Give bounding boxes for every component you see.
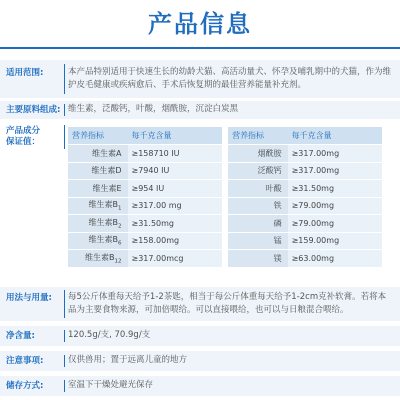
section-label: 主要原料组成: — [6, 105, 61, 115]
nutrient-name: 维生素E — [68, 180, 128, 198]
section-net — [0, 326, 400, 346]
section-scope — [0, 60, 400, 98]
nutrient-name: 磷 — [228, 215, 288, 233]
nutrient-value: ≥31.50mg — [288, 180, 382, 198]
section-text: 室温下干燥处避光保存 — [68, 380, 154, 390]
section-storage — [0, 376, 400, 396]
nutrient-value: ≥79.00mg — [288, 197, 382, 215]
label-divider — [64, 125, 65, 149]
nutrient-name: 叶酸 — [228, 180, 288, 198]
section-label: 适用范围: — [6, 68, 44, 78]
nutrient-value: ≥31.50mg — [128, 215, 222, 233]
nutrient-value: ≥159.00mg — [288, 232, 382, 250]
label-divider — [64, 355, 65, 367]
title-divider — [0, 47, 400, 49]
section-text: 维生素，泛酸钙，叶酸，烟酰胺，沉淀白炭黑 — [68, 104, 239, 114]
nutrient-table — [68, 127, 382, 268]
section-usage — [0, 287, 400, 321]
nutrient-name: 维生素$B_2$ — [68, 215, 128, 233]
table-row — [68, 232, 382, 250]
section-ingredients — [0, 101, 400, 119]
subscript: 1 — [118, 206, 122, 213]
nutrient-value: ≥7940 IU — [128, 162, 222, 180]
nutrient-value: ≥954 IU — [128, 180, 222, 198]
section-text: 仅供兽用；置于远离儿童的地方 — [68, 355, 188, 365]
table-row — [68, 197, 382, 215]
nutrient-name: 烟酰胺 — [228, 145, 288, 163]
nutrient-value: ≥63.00mg — [288, 250, 382, 268]
section-text: 本产品特别适用于快速生长的幼龄犬猫、高活动量犬、怀孕及哺乳期中的犬猫，作为维护皮毛健康或疾病愈后、手术后恢复期的最佳营养能量补充剂。 — [68, 67, 392, 90]
table-row — [68, 145, 382, 163]
table-row — [68, 180, 382, 198]
section-label: 净含量: — [6, 331, 35, 341]
nutrient-name: 维生素$B_{12}$ — [68, 250, 128, 268]
page-title: 产品信息 — [148, 10, 252, 38]
nutrient-name: 维生素$B_6$ — [68, 232, 128, 250]
nutrient-name: 维生素A — [68, 145, 128, 163]
subscript: 12 — [114, 258, 122, 265]
nutrient-value: ≥317.00mcg — [128, 250, 222, 268]
nutrient-name: 铁 — [228, 197, 288, 215]
nutrient-name: 维生素$B_1$ — [68, 197, 128, 215]
nutrient-value: ≥317.00mg — [288, 162, 382, 180]
section-label-line1: 产品成分 — [6, 126, 41, 136]
section-label: 注意事项: — [6, 356, 44, 366]
nutrient-value: ≥317.00mg — [288, 145, 382, 163]
nutrient-value: ≥158710 IU — [128, 145, 222, 163]
label-divider — [64, 290, 65, 318]
section-notice — [0, 351, 400, 371]
table-header: 每千克含量 — [128, 127, 222, 145]
table-header: 营养指标 — [68, 127, 128, 145]
subscript: 2 — [118, 223, 122, 230]
table-header: 营养指标 — [228, 127, 288, 145]
table-row — [68, 162, 382, 180]
label-divider — [64, 64, 65, 94]
section-label-line2: 保证值： — [6, 137, 41, 147]
nutrient-value: ≥79.00mg — [288, 215, 382, 233]
nutrient-name: 镁 — [228, 250, 288, 268]
table-row — [68, 215, 382, 233]
section-label: 储存方式: — [6, 381, 44, 391]
nutrient-value: ≥317.00 mg — [128, 197, 222, 215]
table-header: 每千克含量 — [288, 127, 382, 145]
label-divider — [64, 104, 65, 116]
subscript: 6 — [118, 241, 122, 248]
section-text: 120.5g/支, 70.9g/支 — [68, 330, 151, 340]
nutrient-value: ≥158.00mg — [128, 232, 222, 250]
nutrient-name: 锰 — [228, 232, 288, 250]
nutrient-name: 维生素D — [68, 162, 128, 180]
table-row — [68, 250, 382, 268]
label-divider — [64, 330, 65, 342]
nutrient-name: 泛酸钙 — [228, 162, 288, 180]
table-header-row — [68, 127, 382, 145]
section-text: 每5公斤体重每天给予1-2茶匙，相当于每公斤体重每天给予1-2cm克补软膏。若将本品为主要食物来源，可加倍喂给。可以直接喂给，也可以与日粮混合喂给。 — [68, 292, 387, 315]
section-label: 用法与用量: — [6, 293, 52, 303]
label-divider — [64, 380, 65, 392]
